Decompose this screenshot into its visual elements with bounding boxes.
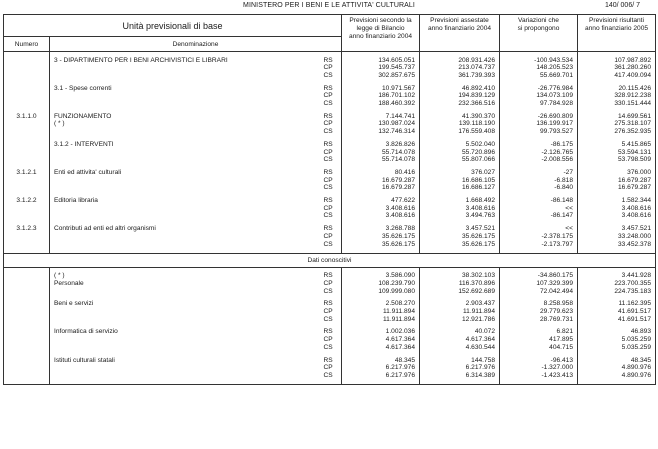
row-value: 376.000: [578, 169, 656, 177]
row-value: 176.559.408: [420, 128, 500, 136]
table-row: [4, 72, 656, 80]
row-value: -86.147: [500, 212, 578, 220]
row-type: CP: [322, 364, 342, 372]
row-type: CP: [322, 92, 342, 100]
row-denominazione: 3.1.2 - INTERVENTI: [54, 140, 114, 148]
row-value: 46.892.410: [420, 85, 500, 93]
row-value: 16.686.127: [420, 184, 500, 192]
row-numero: [4, 316, 50, 324]
row-value: 361.739.393: [420, 72, 500, 80]
table-row: [4, 212, 656, 220]
spacer-cell: [500, 380, 578, 385]
row-value: 136.199.917: [500, 120, 578, 128]
row-type: CP: [322, 177, 342, 185]
row-value: 132.746.314: [342, 128, 420, 136]
row-value: 7.144.741: [342, 113, 420, 121]
row-denominazione: Editoria libraria: [54, 197, 98, 205]
spacer-cell: [342, 380, 420, 385]
row-denominazione: [50, 92, 322, 100]
row-denominazione: [50, 72, 322, 80]
row-type: RS: [322, 357, 342, 365]
page-number: 140/ 006/ 7: [604, 2, 640, 9]
row-value: 109.999.080: [342, 288, 420, 296]
row-value: -6.818: [500, 177, 578, 185]
row-value: 108.239.790: [342, 280, 420, 288]
row-type: CP: [322, 308, 342, 316]
row-value: -26.690.809: [500, 113, 578, 121]
row-value: -27: [500, 169, 578, 177]
row-value: -100.943.534: [500, 57, 578, 65]
row-numero: [4, 85, 50, 93]
row-value: 2.508.270: [342, 300, 420, 308]
row-value: 6.314.389: [420, 372, 500, 380]
table-row: [4, 149, 656, 157]
row-numero: [4, 241, 50, 249]
spacer-cell: [420, 380, 500, 385]
table-row: [4, 156, 656, 164]
row-value: 55.807.066: [420, 156, 500, 164]
row-value: -2.126.765: [500, 149, 578, 157]
spacer-cell: [4, 380, 50, 385]
table-row: [4, 177, 656, 185]
row-value: 186.701.102: [342, 92, 420, 100]
row-value: 188.460.392: [342, 100, 420, 108]
row-value: <<: [500, 225, 578, 233]
row-value: 330.151.444: [578, 100, 656, 108]
row-value: 328.912.238: [578, 92, 656, 100]
row-value: 361.280.260: [578, 64, 656, 72]
table-row: [4, 272, 656, 280]
row-numero: [4, 280, 50, 288]
table-row: [4, 280, 656, 288]
row-value: 276.352.935: [578, 128, 656, 136]
row-value: -26.776.984: [500, 85, 578, 93]
row-value: 53.798.509: [578, 156, 656, 164]
row-value: 1.002.036: [342, 328, 420, 336]
row-denominazione: [50, 64, 322, 72]
table-row: [4, 357, 656, 365]
row-value: 35.626.175: [342, 233, 420, 241]
row-numero: [4, 64, 50, 72]
row-numero: [4, 300, 50, 308]
row-denominazione: [50, 241, 322, 249]
row-value: 3.408.616: [342, 212, 420, 220]
row-value: 11.162.395: [578, 300, 656, 308]
row-value: 3.586.090: [342, 272, 420, 280]
row-denominazione: Beni e servizi: [54, 300, 94, 308]
row-numero: [4, 357, 50, 365]
row-type: CP: [322, 233, 342, 241]
row-value: 99.793.527: [500, 128, 578, 136]
row-type: CS: [322, 72, 342, 80]
row-value: 48.345: [342, 357, 420, 365]
row-value: 55.714.078: [342, 156, 420, 164]
row-value: 16.679.287: [578, 184, 656, 192]
row-type: RS: [322, 300, 342, 308]
table-row: [4, 241, 656, 249]
row-value: 6.217.976: [342, 372, 420, 380]
row-value: 14.699.561: [578, 113, 656, 121]
row-denominazione: Contributi ad enti ed altri organismi: [54, 225, 156, 233]
row-denominazione: Personale: [54, 279, 84, 287]
row-numero: 3.1.2.1: [4, 169, 50, 177]
row-denominazione: Istituti culturali statali: [54, 356, 115, 364]
row-value: 41.691.517: [578, 308, 656, 316]
row-denominazione: [50, 288, 322, 296]
table-row: [4, 100, 656, 108]
row-value: 53.594.131: [578, 149, 656, 157]
row-value: 48.345: [578, 357, 656, 365]
row-value: 3.826.826: [342, 141, 420, 149]
row-value: 41.691.517: [578, 316, 656, 324]
row-numero: [4, 141, 50, 149]
row-type: RS: [322, 328, 342, 336]
row-value: 6.217.976: [342, 364, 420, 372]
row-value: 134.605.051: [342, 57, 420, 65]
spacer-cell: [322, 380, 342, 385]
row-value: 10.971.567: [342, 85, 420, 93]
row-value: 4.890.976: [578, 372, 656, 380]
row-value: 417.895: [500, 336, 578, 344]
row-denominazione: [50, 184, 322, 192]
row-type: CP: [322, 280, 342, 288]
row-value: 116.370.896: [420, 280, 500, 288]
row-type: CP: [322, 336, 342, 344]
row-denominazione: [50, 336, 322, 344]
section-dati-conoscitivi: [4, 253, 656, 267]
row-numero: [4, 57, 50, 65]
row-type: RS: [322, 57, 342, 65]
row-value: 2.903.437: [420, 300, 500, 308]
row-numero: [4, 233, 50, 241]
table-row: [4, 308, 656, 316]
table-row: [4, 184, 656, 192]
row-denominazione: [50, 205, 322, 213]
row-denominazione: Informatica di servizio: [54, 328, 118, 336]
row-value: 3.441.928: [578, 272, 656, 280]
spacer-cell: [50, 380, 322, 385]
row-value: -1.327.000: [500, 364, 578, 372]
row-value: 55.720.896: [420, 149, 500, 157]
row-numero: [4, 72, 50, 80]
row-numero: [4, 364, 50, 372]
row-denominazione: [50, 128, 322, 136]
table-row: [4, 372, 656, 380]
row-numero: [4, 100, 50, 108]
row-denominazione: ( * ): [54, 272, 65, 280]
row-value: 1.582.344: [578, 197, 656, 205]
row-numero: 3.1.2.2: [4, 197, 50, 205]
row-denominazione: ( * ): [54, 120, 65, 128]
row-value: -86.175: [500, 141, 578, 149]
row-denominazione: [50, 100, 322, 108]
row-type: RS: [322, 272, 342, 280]
row-value: 3.494.763: [420, 212, 500, 220]
row-value: 80.416: [342, 169, 420, 177]
row-value: 199.545.737: [342, 64, 420, 72]
row-denominazione: 3.1 - Spese correnti: [54, 84, 112, 92]
row-numero: [4, 344, 50, 352]
row-value: 3.408.616: [342, 205, 420, 213]
table-row: [4, 92, 656, 100]
row-numero: [4, 212, 50, 220]
table-row: [4, 364, 656, 372]
row-value: 11.911.894: [420, 308, 500, 316]
row-value: -86.148: [500, 197, 578, 205]
row-value: 107.987.892: [578, 57, 656, 65]
col-denominazione: Denominazione: [50, 37, 342, 52]
row-value: 224.735.183: [578, 288, 656, 296]
row-value: 33.452.378: [578, 241, 656, 249]
table-row: [4, 225, 656, 233]
row-type: CS: [322, 212, 342, 220]
row-numero: [4, 328, 50, 336]
row-value: 148.205.523: [500, 64, 578, 72]
col-prev-risultanti: Previsioni risultanti anno finanziario 2005: [578, 15, 656, 52]
row-type: CP: [322, 64, 342, 72]
table-row: [4, 288, 656, 296]
table-row: [4, 57, 656, 65]
row-denominazione: Enti ed attivita' culturali: [54, 168, 122, 176]
table-row: [4, 141, 656, 149]
row-numero: [4, 156, 50, 164]
row-value: 213.074.737: [420, 64, 500, 72]
row-value: 5.502.040: [420, 141, 500, 149]
row-denominazione: [50, 177, 322, 185]
row-value: 4.617.364: [342, 344, 420, 352]
spacer-cell: [578, 380, 656, 385]
row-value: 72.042.494: [500, 288, 578, 296]
row-value: 1.668.492: [420, 197, 500, 205]
table-row: [4, 233, 656, 241]
row-denominazione: [50, 149, 322, 157]
row-numero: [4, 184, 50, 192]
row-numero: [4, 288, 50, 296]
row-denominazione: [50, 344, 322, 352]
row-value: 16.679.287: [342, 177, 420, 185]
row-value: 4.630.544: [420, 344, 500, 352]
row-type: RS: [322, 85, 342, 93]
row-value: 55.669.701: [500, 72, 578, 80]
row-denominazione: [50, 308, 322, 316]
row-denominazione: [50, 372, 322, 380]
row-type: CP: [322, 205, 342, 213]
row-type: CS: [322, 184, 342, 192]
table-row: [4, 113, 656, 121]
row-value: 139.118.190: [420, 120, 500, 128]
row-numero: [4, 336, 50, 344]
col-prev-bilancio: Previsioni secondo la legge di Bilancio anno finanziario 2004: [342, 15, 420, 52]
row-value: 16.679.287: [578, 177, 656, 185]
row-value: 6.821: [500, 328, 578, 336]
row-value: 41.390.370: [420, 113, 500, 121]
row-value: 3.408.616: [578, 205, 656, 213]
row-value: 11.911.894: [342, 316, 420, 324]
budget-table: [3, 14, 656, 385]
row-value: 5.035.259: [578, 344, 656, 352]
row-numero: [4, 308, 50, 316]
row-denominazione: [50, 212, 322, 220]
row-numero: [4, 272, 50, 280]
row-numero: [4, 149, 50, 157]
row-value: 134.073.109: [500, 92, 578, 100]
row-type: CS: [322, 241, 342, 249]
ministry-title: MINISTERO PER I BENI E LE ATTIVITA' CULTURALI: [243, 2, 415, 9]
row-value: 5.035.259: [578, 336, 656, 344]
col-prev-assestate: Previsioni assestate anno finanziario 2004: [420, 15, 500, 52]
row-type: CP: [322, 120, 342, 128]
row-value: 302.857.675: [342, 72, 420, 80]
row-denominazione: [50, 233, 322, 241]
row-value: 11.911.894: [342, 308, 420, 316]
table-row: [4, 85, 656, 93]
row-type: RS: [322, 225, 342, 233]
row-numero: 3.1.1.0: [4, 113, 50, 121]
section-title: Dati conoscitivi: [4, 253, 656, 267]
row-value: -34.860.175: [500, 272, 578, 280]
row-value: 152.692.689: [420, 288, 500, 296]
row-value: 376.027: [420, 169, 500, 177]
table-row: [4, 169, 656, 177]
row-value: 130.987.024: [342, 120, 420, 128]
row-value: -1.423.413: [500, 372, 578, 380]
row-value: 417.409.094: [578, 72, 656, 80]
row-type: CS: [322, 156, 342, 164]
row-type: CS: [322, 288, 342, 296]
row-value: 144.758: [420, 357, 500, 365]
table-title: Unità previsionali di base: [4, 15, 342, 37]
row-type: CS: [322, 316, 342, 324]
row-type: RS: [322, 169, 342, 177]
row-value: 35.626.175: [420, 233, 500, 241]
row-denominazione: 3 - DIPARTIMENTO PER I BENI ARCHIVISTICI E LIBRARI: [54, 56, 228, 64]
row-value: 38.302.103: [420, 272, 500, 280]
row-value: 4.617.364: [420, 336, 500, 344]
row-value: 55.714.078: [342, 149, 420, 157]
row-value: -2.173.797: [500, 241, 578, 249]
table-row: [4, 328, 656, 336]
row-type: RS: [322, 113, 342, 121]
row-type: RS: [322, 197, 342, 205]
row-value: 8.258.958: [500, 300, 578, 308]
row-value: 12.921.786: [420, 316, 500, 324]
row-value: 3.457.521: [420, 225, 500, 233]
row-numero: [4, 120, 50, 128]
row-numero: [4, 92, 50, 100]
row-numero: [4, 372, 50, 380]
row-value: 46.893: [578, 328, 656, 336]
row-value: 3.457.521: [578, 225, 656, 233]
row-type: CS: [322, 344, 342, 352]
table-row: [4, 197, 656, 205]
row-numero: [4, 177, 50, 185]
row-value: 20.115.426: [578, 85, 656, 93]
row-numero: 3.1.2.3: [4, 225, 50, 233]
table-row: [4, 300, 656, 308]
row-value: 29.779.623: [500, 308, 578, 316]
row-value: 477.622: [342, 197, 420, 205]
table-row: [4, 344, 656, 352]
row-value: 223.700.355: [578, 280, 656, 288]
table-row: [4, 64, 656, 72]
row-value: 4.617.364: [342, 336, 420, 344]
spacer-row: [4, 380, 656, 385]
row-value: 33.248.000: [578, 233, 656, 241]
row-value: 16.679.287: [342, 184, 420, 192]
row-numero: [4, 128, 50, 136]
row-value: 3.408.616: [578, 212, 656, 220]
row-value: <<: [500, 205, 578, 213]
row-value: 404.715: [500, 344, 578, 352]
row-value: 28.769.731: [500, 316, 578, 324]
row-value: 35.626.175: [420, 241, 500, 249]
row-value: 5.415.865: [578, 141, 656, 149]
row-value: 208.931.426: [420, 57, 500, 65]
table-row: [4, 205, 656, 213]
row-type: CS: [322, 100, 342, 108]
row-value: 6.217.976: [420, 364, 500, 372]
row-type: CP: [322, 149, 342, 157]
row-value: 275.318.107: [578, 120, 656, 128]
row-denominazione: [50, 364, 322, 372]
row-value: 3.268.788: [342, 225, 420, 233]
row-value: -6.840: [500, 184, 578, 192]
row-value: -2.008.556: [500, 156, 578, 164]
row-type: CS: [322, 372, 342, 380]
row-type: RS: [322, 141, 342, 149]
row-value: 107.329.399: [500, 280, 578, 288]
row-value: 16.686.105: [420, 177, 500, 185]
table-row: [4, 120, 656, 128]
col-variazioni: Variazioni che si propongono: [500, 15, 578, 52]
page-header: [0, 2, 658, 14]
row-denominazione: FUNZIONAMENTO: [54, 112, 112, 120]
row-type: CS: [322, 128, 342, 136]
row-value: 4.890.976: [578, 364, 656, 372]
row-value: -2.378.175: [500, 233, 578, 241]
row-denominazione: [50, 156, 322, 164]
row-value: -96.413: [500, 357, 578, 365]
row-value: 3.408.616: [420, 205, 500, 213]
table-row: [4, 128, 656, 136]
row-numero: [4, 205, 50, 213]
row-value: 232.366.516: [420, 100, 500, 108]
table-row: [4, 316, 656, 324]
col-numero: Numero: [4, 37, 50, 52]
row-value: 35.626.175: [342, 241, 420, 249]
table-row: [4, 336, 656, 344]
row-value: 97.784.928: [500, 100, 578, 108]
row-denominazione: [50, 316, 322, 324]
row-value: 194.839.129: [420, 92, 500, 100]
row-value: 40.072: [420, 328, 500, 336]
